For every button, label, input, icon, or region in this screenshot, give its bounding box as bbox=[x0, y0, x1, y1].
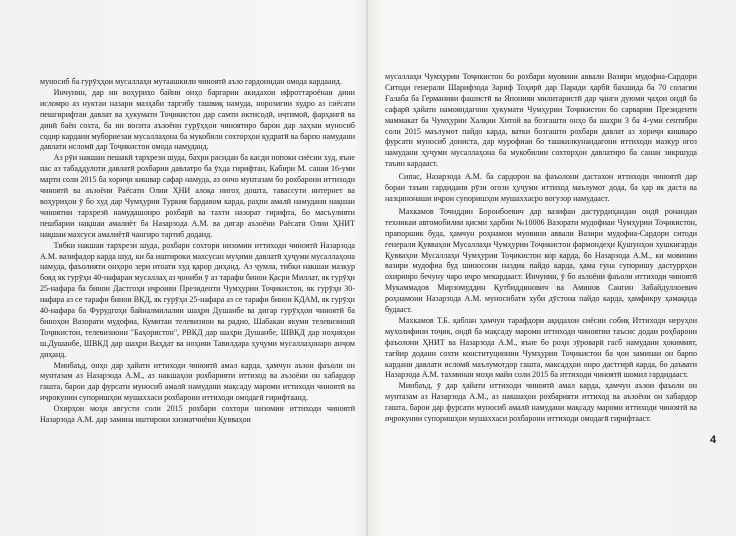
page-fold bbox=[366, 0, 368, 536]
right-paragraph-2: Сипас, Назарзода А.М. ба сардорон ва фаъолони дастахои иттиходи чиноятӣ дар бораи таъин гардидани рӯзи огози ҳуҷуми иттиход маълумот дода, ба ҳар як даста ва назцинонаши иҷрои супоришҳои мушаххасро вогузор намудааст. bbox=[385, 172, 697, 203]
left-text-column bbox=[40, 77, 355, 426]
left-paragraph-2: Инчунин, дар ин воҳурихо байни онҳо баргарии акидахои ифроттароёнаи дини исломро аз нуктаи назари мазҳаби таргибу ташвиқ намуда, норозигии худро аз сиёсати пешгирифтаи давлат ва ҳукумати Тоҷикистон дар самти иктисодӣ, иҷтимоӣ, фарҳангӣ ва динӣ баён сохта, ба ин восита аъзоёни гурӯҳҳои чиноятиро барои дар лаҳзаи муносиб содир кардани мубориезаи мусаллаҳона ба мукобили сохторҳои қудратӣ ва барпо намудани давлати исломӣ дар Тоҷикистон омода намуданд. bbox=[40, 87, 355, 152]
right-text-column bbox=[385, 72, 697, 425]
left-paragraph-5: Минбаъд, онҳо дар ҳайати иттиходи чиноятӣ амал карда, ҳамчун аъзои фаъоли он мунтазам аз Назарзода А.М., аз накшаҳои рохбарияти иттиход ва аъзоёни он хабардор гашта, барои дар фурсати муносиб амалӣ намудани мақсаду мароми иттиходи чиноятӣ ва иҷрокунии супоришҳои мушаххаси рохбарони иттиходи омодагӣ гирифтаанд. bbox=[40, 360, 355, 403]
page-number: 4 bbox=[710, 434, 717, 446]
right-paragraph-1: мусаллаҳи Чумҳурии Тоҷикистон бо рохбари муовини аввали Вазири мудофиа-Сардори Ситоди генерали Шарифзода Зариф Тоҳирӣ дар Паради ҳарбӣ бахшида ба 70 солагии Ғалаба ба Германияи фашистӣ ва Японияи милитаристӣ дар ҷанги дуюми ҷаҳон ондӣ ба сафарӣ ҳайати намояндагони ҳукумати Чумҳурии Тоҷикистон бо сарварии Президенти маммакат ба Чумҳурии Халқии Хитой ва бозгашти онҳо ба шаҳри 3 ба 4-уми сентябри соли 2015 маълумот пайдо карда, ватки бозгашти рохбари давлат аз хориҷи кишваро фурсати муносиб донистa, дар мурофиаи бо ташкилкунандагони иттиходи мазкур огоз намудани ҳуҷуми мусаллаҳона ба мукобилии сохторҳои давлатиро ба санаи зикршуда таъин кардааст. bbox=[385, 72, 697, 169]
right-paragraph-3: Махкамов Точиддин Боронбоевич дар вазифаи дастурдиҳандаи ондӣ ронандаи техникаи автомобилии қисми ҳарбии №10006 Вазорати мудофиаи Чумҳурии Тоҷикистон, прапоршик буда, ҳамчун роҳнамои муовини аввали Вазири мудофиа-Сардори ситоди генерали Қувваҳои Мусаллаҳи Чумҳурии Тоҷикистон фармондеҳи Қушунҳои хушкигарди Қувваҳои Мусаллаҳи Чумҳурии Тоҷикистон кор карда, бо Назарзода А.М., ки мовинии вазири мудофиа буд шиносони наздик пайдо карда, ҳама гуна супоришу дастуррҳои охиринро бечуну чаро иҷро мекардааст. Инчунин, ӯ бо аъзоёни фаъоли иттиходи чиноятӣ Мукаммадов Мирзомуддин Қутбиддинович ва Аминов Сангин Забайдуллоевич роҳнамоии Назарзода А.М. муносибати хуби дӯстона пайдо карда, ҳамфикру ҳамақида будааст. bbox=[385, 206, 697, 315]
left-paragraph-1: муносиб ба гурӯҳҳои мусаллаҳи мутаашкили чиноятӣ аъзо гардонидан омода кардааид. bbox=[40, 77, 342, 86]
left-paragraph-3: Аз рӯи накшаи пешакӣ тархрези шуда, бахри расидан ба касди нопоки сиёсии худ, яъне пас аз табаддулоти давлатӣ рохбарии давлатро ба ӯхда гирифтан, Кабири М. санаи 16-уми марти соли 2015 ба хориҷи кишвар сафар намуда, аз ончо мунтазам бо рохбарони иттиходи чиноятӣ ва аъзоёни Раёсати Олии ҲНИ алоқа нигоҳ дошта, тавассути интернет ва воҳуриҳои ӯ бо худ дар Чумҳурии Туркия бардавом карда, раҳпи амалӣ намудани нақшаи чиноятии тархрезӣ намудашонро рохбарӣ ва тахти назорат гирифта, бо масъулияти пешбарии нақшаи амалиёт ба Назарзода А.М. ва дигар аъзоёни Раёсати Олии ҲНИТ нақшаи махсуси амалиётӣ чангиро тартиб доданд. bbox=[40, 153, 355, 239]
right-paragraph-4: Махкамов Т.Б. қаблан ҳамчун тарафдори ақидахои сиёсии собиқ Иттиходи неруҳои мухолифини тоҷик, ондӣ ба мақсаду мароми иттиходи чиноятии таъсис додаи роҳбарони фаъолони ҲНИТ ва Назарзода А.М., яъне бо роҳи зӯроварӣ гасб намудани ҳокимият, тағйир додани сохти конституционии Чумҳурии Тоҷикистон ба ҷои заминаи он барпо кардани давлати исломӣ маълумотдор гашта, максадҳои онро дастгирӣ карда, бо даъвати Назарзода А.М. тахминан моҳи майи соли 2015 ба иттиходи чиноятӣ шомил гардидааст. bbox=[385, 315, 697, 380]
left-paragraph-6: Охирҳои моҳи августи соли 2015 рохбари сохтори низомии иттиходи чиноятӣ Назарзода А.М. дар замина иштироки хизматчиёни Қувваҳои bbox=[40, 404, 355, 425]
left-paragraph-4: Тибки накшаи тархрези шуда, рохбари сохтори низомии иттиходи чиноятӣ Назарзода А.М. вазифадор карда шуд, ки ба иштироки махсусан муҳими давлатӣ ҳуҷуми мусаллаҳона намуда, фаъолияти онҳоро зери итоати худ қарор диҳанд. Аз ҷумла, тибки накшаи мазкур бояд як гурӯҳи 40-нафараи мусаллаҳ аз ҷониби ӯ аз тарафи бинои Қасри Миллат, як гурӯҳи 25-нафара ба бинои Дастгоҳи иҷроияи Президенти Чумҳурии Тоҷикистон, як гурӯҳи 30-нафара аз се тарафи бинои ВКД, як гурӯҳи 25-нафара аз се тарафи бинои КДАМ, як гурӯҳи 40-нафара ба Фурудгоҳи байналмилалии шаҳри Душанбе ва дигар гурӯҳҳои чиноятӣ ба биноҳои Вазорати мудофиа, Кумитаи телевизион ва радио, Шабакаи якуми телевизионӣ Тоҷикистон, телевизиони "Баҳористон", РВКД дар шаҳри Душанбе, ШВКД дар ноҳияҳои ш.Душанбе, ШВКД дар шаҳри Ваҳдат ва ноҳияи Тавилдара ҳуҷуми мусаллаҳонаро анҷом диҳанд. bbox=[40, 240, 355, 359]
right-paragraph-5: Минбаъд, ӯ дар ҳайати иттиходи чиноятӣ амал карда, ҳамчун аъзои фаъоли он мунтазам аз Назарзода А.М., аз накшаҳои рохбарияти иттиход ва аъзоёни он хабардор гашта, барои дар фурсати муносиб амалӣ намудани мақсаду мароми иттиходи чиноятӣ ва иҷрокунии супоришҳои мушаххаси рохбарони иттиходи омодагӣ гирифтааст. bbox=[385, 381, 697, 424]
